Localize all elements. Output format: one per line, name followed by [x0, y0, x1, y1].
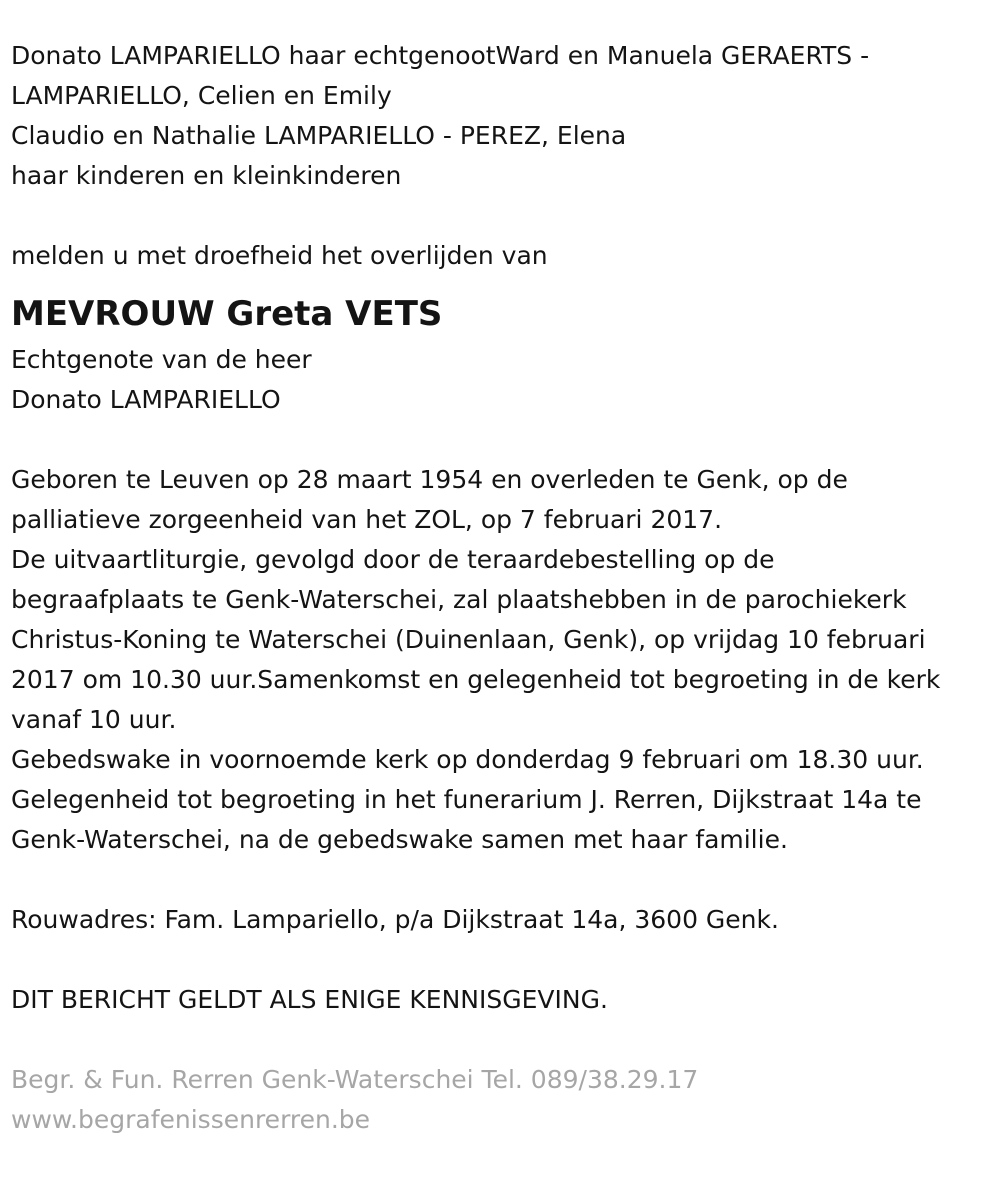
mourning-address: Rouwadres: Fam. Lampariello, p/a Dijkstraat 14a, 3600 Genk. [11, 905, 779, 934]
family-line-4: haar kinderen en kleinkinderen [11, 161, 402, 190]
spacer [11, 420, 1000, 460]
funeral-home-info: Begr. & Fun. Rerren Genk-Waterschei Tel. 089/38.29.17 [11, 1065, 699, 1094]
family-line-1: Donato LAMPARIELLO haar echtgenootWard en Manuela GERAERTS - [11, 41, 870, 70]
details-line-2: palliatieve zorgeenheid van het ZOL, op 7 februari 2017. [11, 505, 723, 534]
family-block [11, 36, 1000, 196]
family-line-2: LAMPARIELLO, Celien en Emily [11, 81, 392, 110]
deceased-name: MEVROUW Greta VETS [11, 294, 443, 334]
details-line-4: begraafplaats te Genk-Waterschei, zal plaatshebben in de parochiekerk [11, 585, 907, 614]
spacer [11, 1020, 1000, 1060]
website-link[interactable]: www.begrafenissenrerren.be [11, 1105, 371, 1134]
spacer [11, 940, 1000, 980]
spouse-line-1: Echtgenote van de heer [11, 345, 312, 374]
details-line-1: Geboren te Leuven op 28 maart 1954 en overleden te Genk, op de [11, 465, 848, 494]
spouse-line-2: Donato LAMPARIELLO [11, 385, 281, 414]
official-notice: DIT BERICHT GELDT ALS ENIGE KENNISGEVING. [11, 985, 608, 1014]
details-line-5: Christus-Koning te Waterschei (Duinenlaan, Genk), op vrijdag 10 februari [11, 625, 926, 654]
spacer [11, 860, 1000, 900]
details-line-6: 2017 om 10.30 uur.Samenkomst en gelegenheid tot begroeting in de kerk [11, 665, 941, 694]
details-block [11, 460, 1000, 860]
details-line-3: De uitvaartliturgie, gevolgd door de teraardebestelling op de [11, 545, 775, 574]
footer [11, 1060, 1000, 1140]
details-line-10: Genk-Waterschei, na de gebedswake samen met haar familie. [11, 825, 788, 854]
announcement-text: melden u met droefheid het overlijden van [11, 241, 548, 270]
family-line-3: Claudio en Nathalie LAMPARIELLO - PEREZ, Elena [11, 121, 627, 150]
details-line-9: Gelegenheid tot begroeting in het funerarium J. Rerren, Dijkstraat 14a te [11, 785, 922, 814]
details-line-8: Gebedswake in voornoemde kerk op donderdag 9 februari om 18.30 uur. [11, 745, 924, 774]
details-line-7: vanaf 10 uur. [11, 705, 177, 734]
spacer [11, 196, 1000, 236]
